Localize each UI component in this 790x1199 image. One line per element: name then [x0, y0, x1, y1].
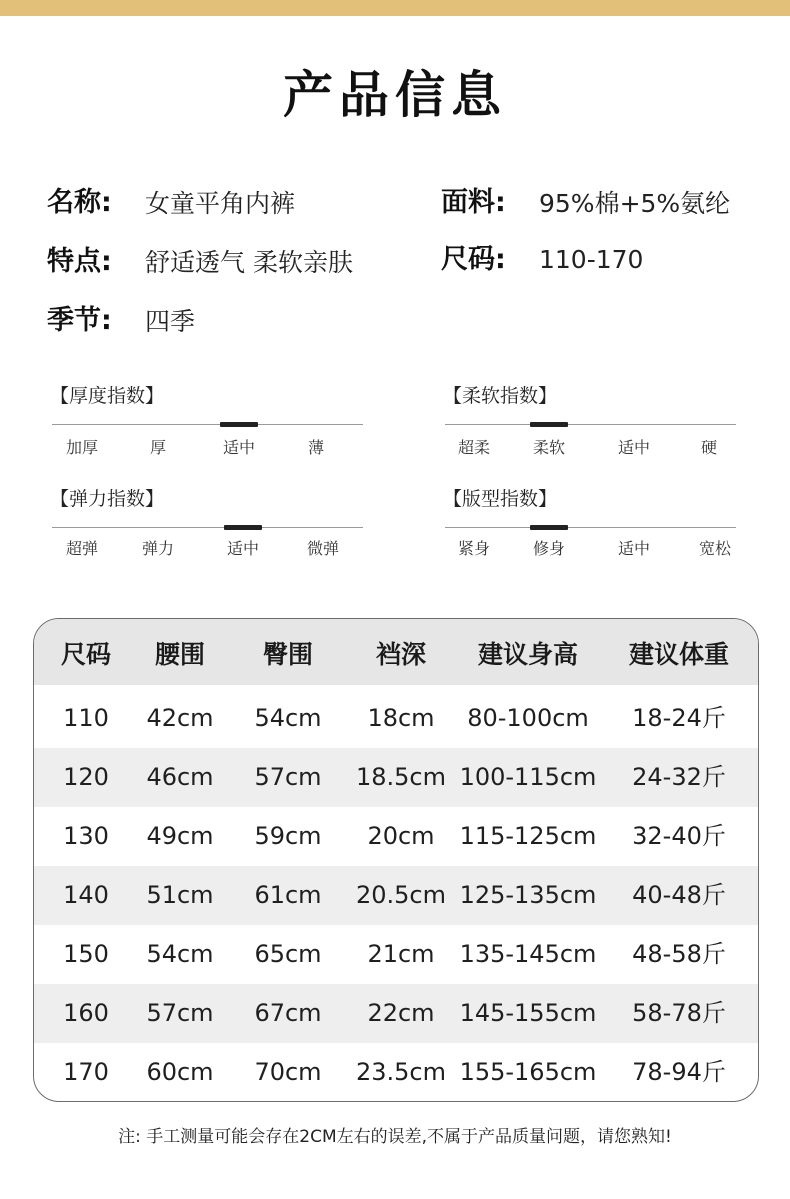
- cell-rise: 20.5cm: [355, 881, 446, 909]
- softness-level-3: 硬: [700, 438, 717, 457]
- table-row: [34, 748, 758, 807]
- fabric-value: 95%棉+5%氨纶: [539, 189, 731, 218]
- fabric-label: 面料:: [441, 187, 506, 218]
- cell-weight: 24-32斤: [632, 763, 726, 791]
- table-row: [34, 807, 758, 866]
- fit-level-0: 紧身: [457, 539, 490, 558]
- softness-index-marker: [530, 422, 568, 427]
- fit-index-title: 【版型指数】: [443, 488, 558, 510]
- softness-level-1: 柔软: [532, 438, 565, 457]
- cell-size: 120: [63, 763, 109, 791]
- fit-index-track: [445, 527, 736, 528]
- cell-weight: 40-48斤: [632, 881, 726, 909]
- cell-height: 145-155cm: [459, 999, 597, 1027]
- cell-waist: 51cm: [146, 881, 214, 909]
- page-title: 产品信息: [283, 66, 507, 124]
- table-row: [34, 689, 758, 748]
- cell-height: 115-125cm: [459, 822, 597, 850]
- cell-height: 80-100cm: [467, 704, 589, 732]
- name-value: 女童平角内裤: [145, 189, 296, 218]
- cell-weight: 18-24斤: [632, 704, 726, 732]
- cell-hip: 65cm: [254, 940, 322, 968]
- softness-level-0: 超柔: [457, 438, 490, 457]
- softness-index-track: [445, 424, 736, 425]
- cell-rise: 22cm: [367, 999, 435, 1027]
- table-row: [34, 1043, 758, 1102]
- header-height: 建议身高: [477, 640, 578, 669]
- elasticity-level-2: 适中: [226, 539, 259, 558]
- top-accent-bar: [0, 0, 790, 16]
- cell-size: 160: [63, 999, 109, 1027]
- elasticity-level-0: 超弹: [65, 539, 98, 558]
- table-header-row: [34, 619, 758, 685]
- elasticity-index-track: [52, 527, 363, 528]
- cell-waist: 49cm: [146, 822, 214, 850]
- footnote: 注: 手工测量可能会存在2CM左右的误差,不属于产品质量问题，请您熟知!: [118, 1127, 672, 1147]
- fit-level-2: 适中: [617, 539, 650, 558]
- header-weight: 建议体重: [628, 640, 729, 669]
- table-row: [34, 984, 758, 1043]
- cell-waist: 57cm: [146, 999, 214, 1027]
- elasticity-index-marker: [224, 525, 262, 530]
- table-row: [34, 925, 758, 984]
- cell-hip: 57cm: [254, 763, 322, 791]
- cell-waist: 46cm: [146, 763, 214, 791]
- cell-weight: 48-58斤: [632, 940, 726, 968]
- thickness-index-marker: [220, 422, 258, 427]
- cell-hip: 59cm: [254, 822, 322, 850]
- cell-size: 110: [63, 704, 109, 732]
- cell-rise: 21cm: [367, 940, 435, 968]
- header-rise: 裆深: [375, 640, 426, 669]
- cell-size: 150: [63, 940, 109, 968]
- season-label: 季节:: [47, 305, 112, 336]
- cell-height: 100-115cm: [459, 763, 597, 791]
- elasticity-level-1: 弹力: [141, 539, 174, 558]
- cell-rise: 23.5cm: [355, 1058, 446, 1086]
- cell-height: 135-145cm: [459, 940, 597, 968]
- softness-index-title: 【柔软指数】: [443, 385, 558, 407]
- cell-rise: 18cm: [367, 704, 435, 732]
- size-label: 尺码:: [441, 244, 506, 275]
- size-value: 110-170: [539, 245, 644, 274]
- thickness-level-2: 适中: [222, 438, 255, 457]
- table-row: [34, 866, 758, 925]
- header-waist: 腰围: [154, 640, 205, 669]
- elasticity-index-title: 【弹力指数】: [50, 488, 165, 510]
- season-value: 四季: [145, 307, 196, 336]
- fit-level-1: 修身: [532, 539, 565, 558]
- fit-level-3: 宽松: [698, 539, 731, 558]
- cell-rise: 18.5cm: [355, 763, 446, 791]
- cell-size: 170: [63, 1058, 109, 1086]
- thickness-level-1: 厚: [149, 438, 166, 457]
- cell-hip: 67cm: [254, 999, 322, 1027]
- cell-weight: 32-40斤: [632, 822, 726, 850]
- header-size: 尺码: [60, 640, 111, 669]
- cell-waist: 42cm: [146, 704, 214, 732]
- cell-size: 130: [63, 822, 109, 850]
- cell-size: 140: [63, 881, 109, 909]
- elasticity-level-3: 微弹: [306, 539, 339, 558]
- cell-waist: 60cm: [146, 1058, 214, 1086]
- cell-hip: 54cm: [254, 704, 322, 732]
- feature-value: 舒适透气 柔软亲肤: [145, 248, 353, 277]
- thickness-level-0: 加厚: [65, 438, 98, 457]
- header-hip: 臀围: [262, 640, 313, 669]
- feature-label: 特点:: [47, 246, 112, 277]
- cell-weight: 58-78斤: [632, 999, 726, 1027]
- name-label: 名称:: [47, 187, 112, 218]
- cell-height: 125-135cm: [459, 881, 597, 909]
- cell-height: 155-165cm: [459, 1058, 597, 1086]
- fit-index-marker: [530, 525, 568, 530]
- softness-level-2: 适中: [617, 438, 650, 457]
- cell-weight: 78-94斤: [632, 1058, 726, 1086]
- size-table: [33, 618, 759, 1102]
- thickness-level-3: 薄: [307, 438, 324, 457]
- cell-hip: 61cm: [254, 881, 322, 909]
- thickness-index-track: [52, 424, 363, 425]
- cell-rise: 20cm: [367, 822, 435, 850]
- cell-waist: 54cm: [146, 940, 214, 968]
- thickness-index-title: 【厚度指数】: [50, 385, 165, 407]
- cell-hip: 70cm: [254, 1058, 322, 1086]
